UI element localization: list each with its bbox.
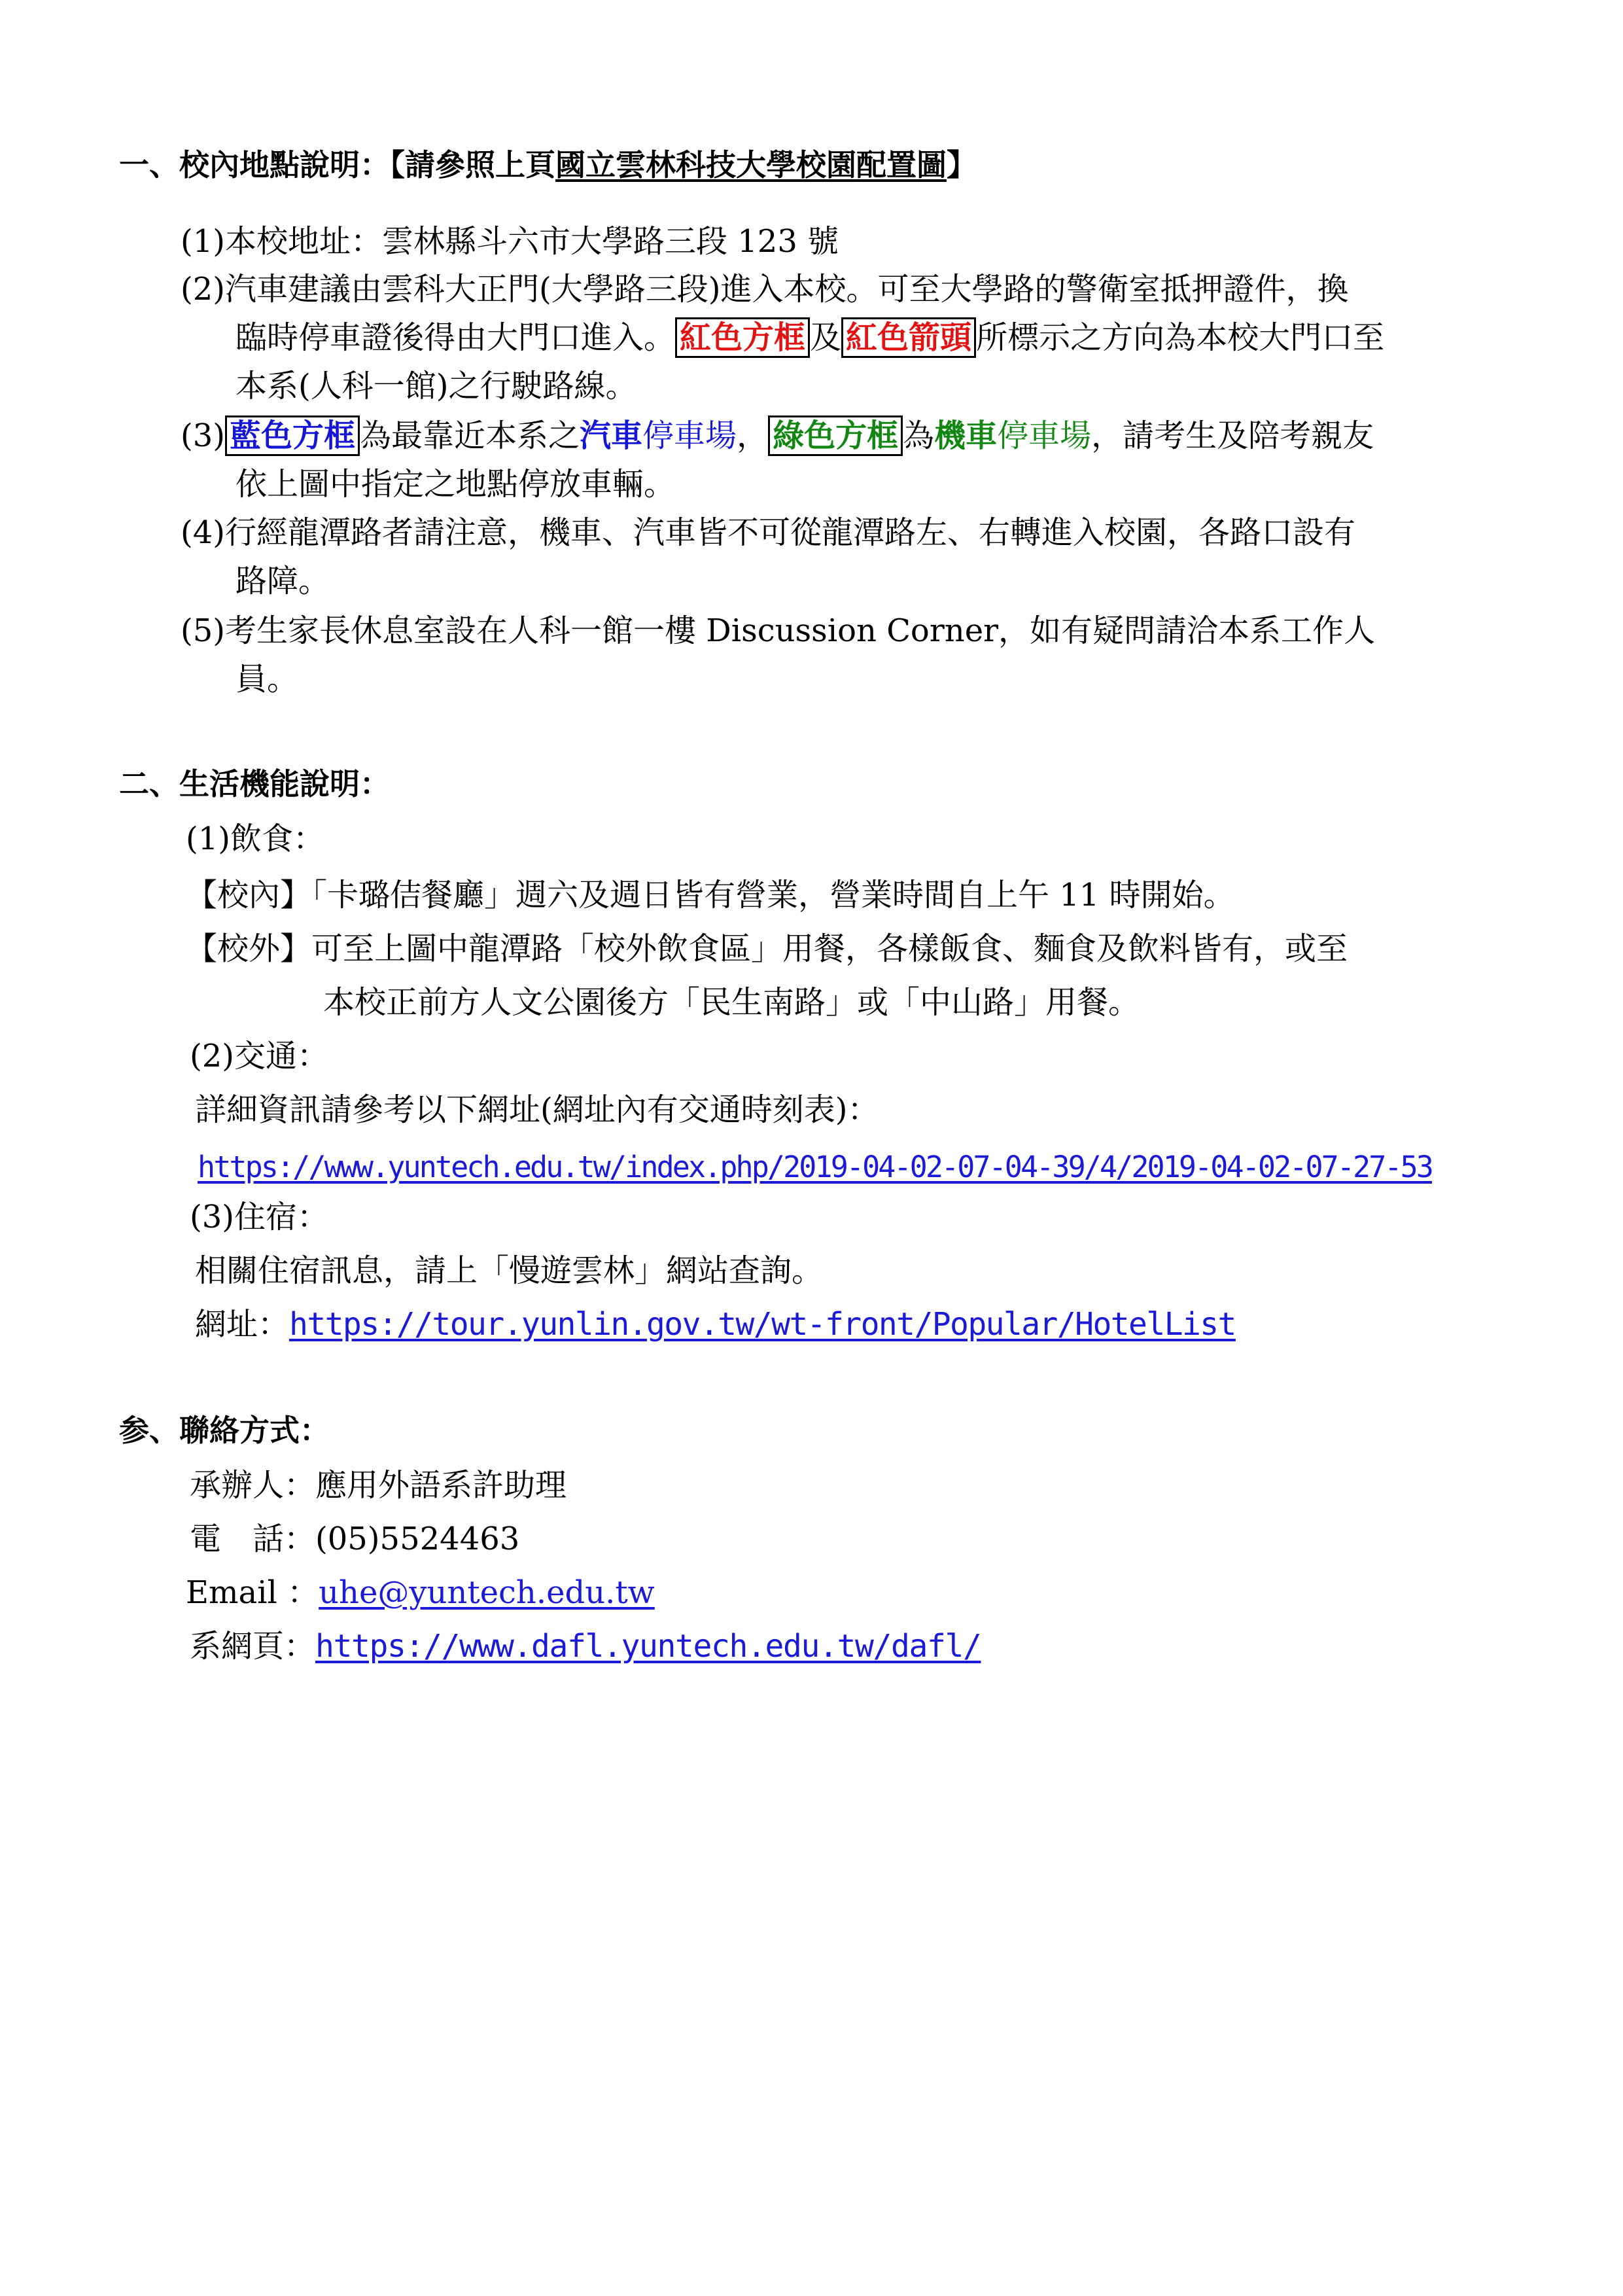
campus-map-reference: 國立雲林科技大學校園配置圖 bbox=[555, 147, 947, 183]
lodging-link[interactable]: https://tour.yunlin.gov.tw/wt-front/Popular/HotelList bbox=[289, 1306, 1236, 1343]
website-link[interactable]: https://www.dafl.yuntech.edu.tw/dafl/ bbox=[315, 1628, 981, 1665]
lodging-url-line bbox=[195, 1303, 1236, 1345]
lodging-title: (3)住宿： bbox=[190, 1199, 328, 1235]
car-entry-line3: 本系(人科一館)之行駛路線。 bbox=[236, 368, 637, 404]
red-box-label: 紅色方框 bbox=[675, 317, 810, 358]
contact-phone: 電 話：(05)5524463 bbox=[190, 1521, 520, 1557]
road-notice-line1: (4)行經龍潭路者請注意，機車、汽車皆不可從龍潭路左、右轉進入校園，各路口設有 bbox=[181, 514, 1355, 551]
section2-heading: 二、生活機能說明： bbox=[119, 766, 390, 802]
rest-room-line1: (5)考生家長休息室設在人科一館一樓 Discussion Corner，如有疑問請洽本系工作人 bbox=[181, 612, 1376, 649]
parking-line2: 依上圖中指定之地點停放車輛。 bbox=[236, 466, 676, 503]
food-title: (1)飲食： bbox=[186, 821, 324, 857]
address-item: (1)本校地址：雲林縣斗六市大學路三段 123 號 bbox=[181, 223, 839, 260]
parking-line1 bbox=[181, 415, 1374, 457]
motorcycle-label: 機車 bbox=[934, 417, 998, 454]
contact-email-line bbox=[186, 1572, 655, 1614]
transport-link[interactable]: https://www.yuntech.edu.tw/index.php/2019-04-02-07-04-39/4/2019-04-02-07-27-53 bbox=[198, 1150, 1432, 1184]
transport-text: 詳細資訊請參考以下網址(網址內有交通時刻表)： bbox=[195, 1091, 879, 1128]
car-entry-text-c: 所標示之方向為本校大門口至 bbox=[976, 319, 1385, 356]
parking-text-a: 為最靠近本系之 bbox=[360, 417, 580, 454]
contact-person: 承辦人：應用外語系許助理 bbox=[190, 1467, 567, 1504]
contact-website-line bbox=[190, 1625, 981, 1667]
parking-text-c: ，請考生及陪考親友 bbox=[1091, 417, 1374, 454]
lodging-text: 相關住宿訊息，請上「慢遊雲林」網站查詢。 bbox=[195, 1252, 824, 1289]
car-entry-line2 bbox=[236, 317, 1384, 359]
blue-box-label: 藍色方框 bbox=[225, 415, 360, 456]
email-label: Email ： bbox=[186, 1574, 319, 1611]
section1-heading-suffix: 】 bbox=[947, 147, 977, 183]
car-entry-line1: (2)汽車建議由雲科大正門(大學路三段)進入本校。可至大學路的警衛室抵押證件，換 bbox=[181, 271, 1349, 308]
email-link[interactable]: uhe@yuntech.edu.tw bbox=[319, 1574, 655, 1611]
section3-heading: 参、聯絡方式： bbox=[119, 1413, 330, 1448]
car-entry-text-a: 臨時停車證後得由大門口進入。 bbox=[236, 319, 676, 356]
food-outside-line2: 本校正前方人文公園後方「民生南路」或「中山路」用餐。 bbox=[323, 984, 1140, 1021]
section1-heading bbox=[119, 145, 977, 185]
food-outside-line1: 【校外】可至上圖中龍潭路「校外飲食區」用餐，各樣飯食、麵食及飲料皆有，或至 bbox=[186, 930, 1348, 967]
green-box-label: 綠色方框 bbox=[768, 415, 903, 456]
website-label: 系網頁： bbox=[190, 1628, 316, 1665]
food-campus: 【校內】「卡璐佶餐廳」週六及週日皆有營業，營業時間自上午 11 時開始。 bbox=[186, 877, 1235, 913]
road-notice-line2: 路障。 bbox=[236, 563, 330, 599]
rest-room-line2: 員。 bbox=[236, 661, 299, 698]
lodging-url-label: 網址： bbox=[195, 1306, 290, 1343]
parking-comma: ， bbox=[737, 417, 769, 454]
parking-text-b: 為 bbox=[903, 417, 935, 454]
transport-title: (2)交通： bbox=[190, 1038, 328, 1074]
section1-heading-prefix: 一、校內地點說明：【請參照上頁 bbox=[119, 147, 555, 183]
red-arrow-label: 紅色箭頭 bbox=[841, 317, 976, 358]
car-label: 汽車 bbox=[580, 417, 643, 454]
motorcycle-parking-label: 停車場 bbox=[997, 417, 1092, 454]
car-entry-text-b: 及 bbox=[810, 319, 842, 356]
car-parking-label: 停車場 bbox=[642, 417, 737, 454]
parking-prefix: (3) bbox=[181, 417, 225, 454]
